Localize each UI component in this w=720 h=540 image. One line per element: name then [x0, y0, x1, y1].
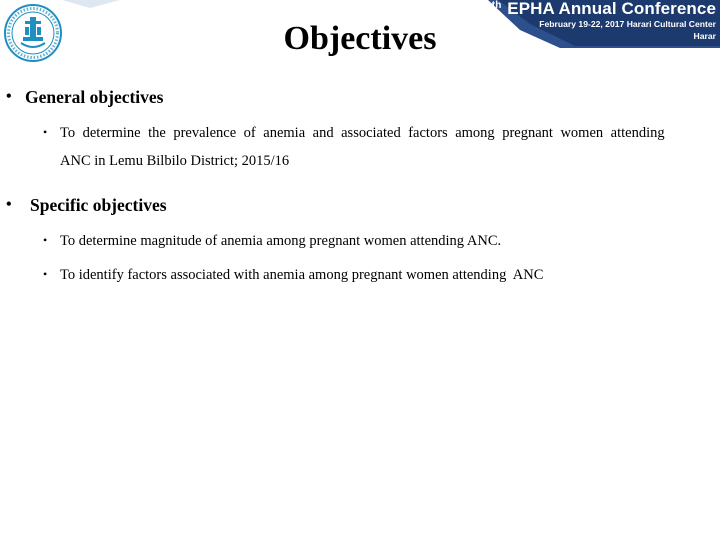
section-heading-general: • General objectives: [6, 87, 164, 107]
general-objective-item-continuation: ANC in Lemu Bilbilo District; 2015/16: [60, 153, 290, 169]
conference-title: 28th EPHA Annual Conference: [473, 0, 716, 18]
bullet-icon: •: [43, 267, 48, 281]
bullet-icon: •: [43, 233, 48, 247]
general-objective-item: • To determine the prevalence of anemia and associated factors among pregnant women attending: [43, 125, 665, 141]
conference-city: Harar: [693, 31, 716, 41]
bullet-icon: •: [6, 88, 12, 105]
specific-objective-item-1: • To determine magnitude of anemia among pregnant women attending ANC.: [43, 233, 502, 249]
conference-dates-venue: February 19-22, 2017 Harari Cultural Center: [539, 19, 716, 29]
bullet-icon: •: [6, 196, 12, 213]
section-heading-specific: • Specific objectives: [6, 195, 167, 215]
slide-title: Objectives: [283, 20, 437, 57]
bullet-icon: •: [43, 125, 48, 139]
specific-objective-item-2: • To identify factors associated with anemia among pregnant women attending ANC: [43, 267, 544, 283]
